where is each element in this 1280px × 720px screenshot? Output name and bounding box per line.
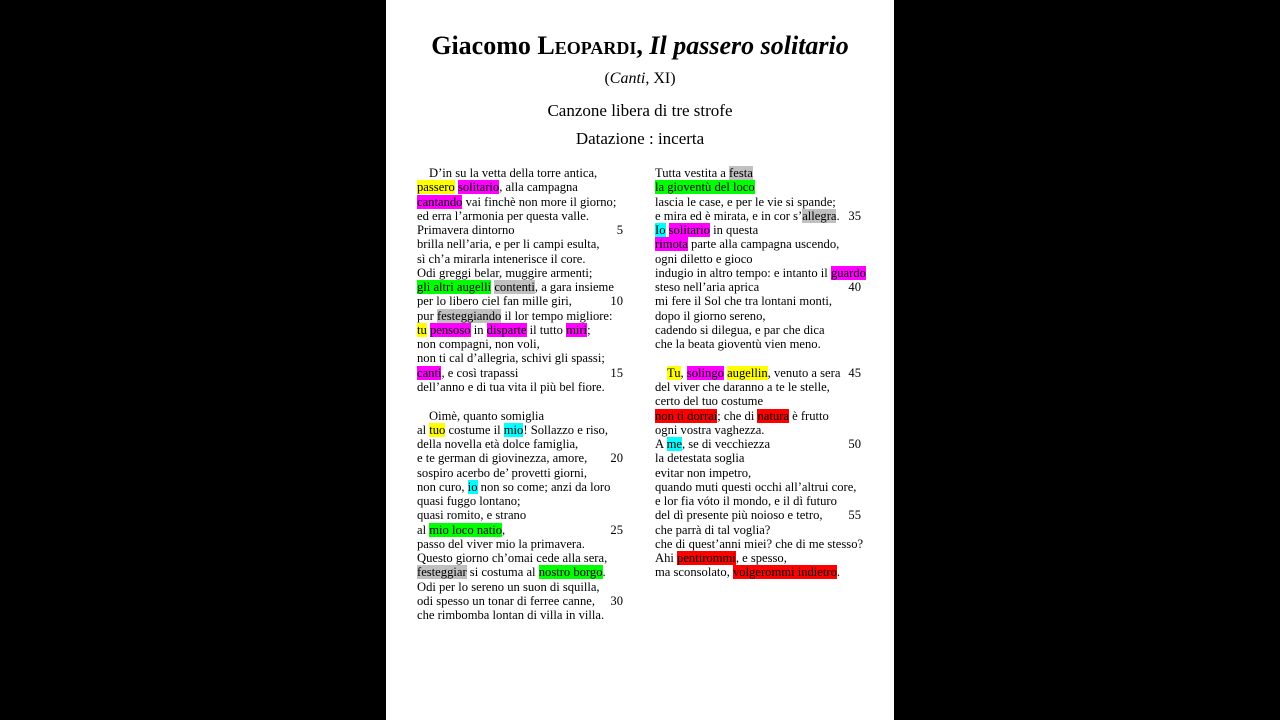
verse-line bbox=[655, 551, 861, 565]
verse-text: indugio in altro tempo: e intanto il bbox=[655, 265, 831, 280]
verse-line bbox=[655, 366, 861, 380]
line-number: 55 bbox=[848, 508, 861, 523]
verse-line bbox=[655, 494, 861, 508]
verse-text: parte alla campagna uscendo, bbox=[687, 237, 840, 252]
verse-text: ; che di bbox=[717, 408, 758, 423]
verse-text: lascia le case, e per le vie si spande; bbox=[655, 194, 836, 209]
highlighted-word: mio bbox=[503, 422, 524, 437]
poem-dating: Datazione : incerta bbox=[575, 129, 705, 148]
poem-form: Canzone libera di tre strofe bbox=[547, 101, 733, 120]
verse-line bbox=[417, 237, 623, 251]
verse-text: e lor fia vóto il mondo, e il dì futuro bbox=[655, 494, 837, 509]
author-last-name: Leopardi bbox=[537, 31, 637, 60]
verse-text: Odi per lo sereno un suon di squilla, bbox=[417, 579, 600, 594]
verse-line bbox=[655, 294, 861, 308]
author-first-name: Giacomo bbox=[431, 31, 538, 60]
verse-line bbox=[655, 337, 861, 351]
highlighted-word: festeggiar bbox=[417, 565, 467, 580]
line-number: 35 bbox=[848, 208, 861, 223]
verse-text: certo del tuo costume bbox=[655, 394, 764, 409]
verse-text: che di quest’anni miei? che di me stesso? bbox=[655, 536, 864, 551]
verse-text: . bbox=[602, 565, 606, 580]
line-number: 15 bbox=[610, 365, 623, 380]
verse-line bbox=[417, 466, 623, 480]
verse-text: steso nell’aria aprica bbox=[655, 280, 760, 295]
highlighted-word: tuo bbox=[429, 422, 446, 437]
line-number: 10 bbox=[610, 294, 623, 309]
source-work: Canti bbox=[609, 70, 646, 87]
verse-line bbox=[655, 423, 861, 437]
line-number: 5 bbox=[616, 223, 623, 238]
verse-line bbox=[655, 437, 861, 451]
line-number: 50 bbox=[848, 437, 861, 452]
verse-line bbox=[417, 508, 623, 522]
verse-text: Ahi bbox=[655, 551, 678, 566]
verse-text: dopo il giorno sereno, bbox=[655, 308, 766, 323]
verse-line bbox=[655, 237, 861, 251]
verse-line bbox=[417, 580, 623, 594]
line-number: 30 bbox=[610, 593, 623, 608]
verse-text: che la beata gioventù vien meno. bbox=[655, 337, 821, 352]
verse-text: si costuma al bbox=[466, 565, 539, 580]
verse-line bbox=[655, 394, 861, 408]
verse-text: al bbox=[417, 522, 430, 537]
verse-text: , bbox=[502, 522, 506, 537]
verse-text: A bbox=[655, 437, 667, 452]
verse-line bbox=[655, 209, 861, 223]
verse-text: mi fere il Sol che tra lontani monti, bbox=[655, 294, 832, 309]
verse-line bbox=[655, 451, 861, 465]
verse-text: passo del viver mio la primavera. bbox=[417, 536, 585, 551]
verse-text: , e così trapassi bbox=[441, 365, 519, 380]
verse-text: non compagni, non voli, bbox=[417, 337, 540, 352]
verse-line bbox=[655, 166, 861, 180]
document-page bbox=[386, 0, 894, 720]
verse-line bbox=[655, 380, 861, 394]
verse-line bbox=[655, 280, 861, 294]
verse-text: sì ch’a mirarla intenerisce il core. bbox=[417, 251, 586, 266]
highlighted-word: io bbox=[467, 479, 478, 494]
verse-text: vai finchè non more il giorno; bbox=[462, 194, 617, 209]
verse-line bbox=[417, 252, 623, 266]
verse-text: per lo libero ciel fan mille giri, bbox=[417, 294, 572, 309]
verse-text: dell’anno e di tua vita il più bel fiore. bbox=[417, 379, 605, 394]
verse-line bbox=[655, 252, 861, 266]
highlighted-word: festa bbox=[729, 166, 753, 180]
verse-text: quando muti questi occhi all’altrui core, bbox=[655, 479, 857, 494]
verse-line bbox=[417, 594, 623, 608]
highlighted-word: pentirommi bbox=[677, 551, 736, 566]
line-number: 40 bbox=[848, 280, 861, 295]
verse-text: , bbox=[680, 365, 687, 380]
verse-text: D’in su la vetta della torre antica, bbox=[429, 166, 598, 180]
highlighted-word: la gioventù del loco bbox=[655, 180, 755, 195]
highlighted-word: me bbox=[666, 437, 682, 452]
verse-text: ! Sollazzo e riso, bbox=[523, 422, 608, 437]
highlighted-word: cantando bbox=[417, 194, 463, 209]
verse-line bbox=[417, 351, 623, 365]
verse-text: pur bbox=[417, 308, 437, 323]
highlighted-word: pensoso bbox=[429, 322, 471, 337]
highlighted-word: contenti bbox=[494, 280, 535, 295]
verse-text: ; bbox=[587, 322, 591, 337]
verse-text: ma sconsolato, bbox=[655, 565, 733, 580]
verse-line bbox=[417, 551, 623, 565]
verse-line bbox=[417, 223, 623, 237]
verse-line bbox=[417, 309, 623, 323]
verse-line bbox=[655, 508, 861, 522]
highlighted-word: canti bbox=[417, 365, 442, 380]
line-number: 25 bbox=[610, 522, 623, 537]
verse-text: e mira ed è mirata, e in cor s’ bbox=[655, 208, 803, 223]
verse-text: , venuto a sera bbox=[767, 365, 841, 380]
verse-line bbox=[417, 166, 623, 180]
verse-line bbox=[655, 523, 861, 537]
highlighted-word: rimota bbox=[655, 237, 688, 252]
verse-text: ogni diletto e gioco bbox=[655, 251, 753, 266]
highlighted-word: disparte bbox=[486, 322, 527, 337]
verse-line bbox=[417, 209, 623, 223]
verse-text: che rimbomba lontan di villa in villa. bbox=[417, 608, 605, 623]
verse-text: della novella età dolce famiglia, bbox=[417, 437, 579, 452]
title-separator: , bbox=[636, 31, 650, 60]
verse-text: , alla campagna bbox=[499, 180, 578, 195]
highlighted-word: passero bbox=[417, 180, 455, 195]
verse-text: non curo, bbox=[417, 479, 468, 494]
highlighted-word: natura bbox=[757, 408, 789, 423]
verse-text: ed erra l’armonia per questa valle. bbox=[417, 208, 590, 223]
verse-text: al bbox=[417, 422, 430, 437]
verse-text: è frutto bbox=[788, 408, 829, 423]
verse-text: Odi greggi belar, muggire armenti; bbox=[417, 265, 593, 280]
highlighted-word: volgerommi indietro bbox=[733, 565, 837, 580]
verse-line bbox=[417, 366, 623, 380]
verse-line bbox=[655, 309, 861, 323]
highlighted-word: gli altri augelli bbox=[417, 280, 492, 295]
verse-line bbox=[655, 323, 861, 337]
verse-text: brilla nell’aria, e per li campi esulta, bbox=[417, 237, 600, 252]
highlighted-word: tu bbox=[417, 322, 427, 337]
line-number: 45 bbox=[848, 365, 861, 380]
verse-text: evitar non impetro, bbox=[655, 465, 752, 480]
verse-line bbox=[417, 494, 623, 508]
document-title bbox=[386, 31, 894, 61]
verse-text: il lor tempo migliore: bbox=[501, 308, 613, 323]
verse-text: , se di vecchiezza bbox=[681, 437, 771, 452]
verse-text: sospiro acerbo de’ provetti giorni, bbox=[417, 465, 588, 480]
highlighted-word: solitario bbox=[668, 223, 710, 238]
verse-line bbox=[417, 294, 623, 308]
verse-text: ogni vostra vaghezza. bbox=[655, 422, 765, 437]
verse-text: quasi fuggo lontano; bbox=[417, 494, 521, 509]
left-column bbox=[417, 166, 623, 623]
verse-text: del viver che daranno a te le stelle, bbox=[655, 379, 830, 394]
verse-text: in bbox=[470, 322, 487, 337]
work-title: Il passero solitario bbox=[649, 31, 849, 60]
verse-line bbox=[417, 337, 623, 351]
verse-text: Tutta vestita a bbox=[655, 166, 730, 180]
verse-line bbox=[417, 565, 623, 579]
verse-text: quasi romito, e strano bbox=[417, 508, 527, 523]
verse-text: in questa bbox=[709, 223, 759, 238]
verse-text: cadendo si dilegua, e par che dica bbox=[655, 322, 825, 337]
verse-line bbox=[417, 537, 623, 551]
source-rest: , XI) bbox=[645, 70, 676, 87]
verse-line bbox=[417, 423, 623, 437]
verse-line bbox=[655, 265, 866, 280]
verse-text: non so come; anzi da loro bbox=[477, 479, 611, 494]
verse-line bbox=[417, 380, 623, 394]
verse-text: il tutto bbox=[526, 322, 567, 337]
highlighted-word: solingo bbox=[686, 365, 724, 380]
highlighted-word: guardo bbox=[830, 265, 866, 280]
verse-line bbox=[417, 266, 623, 280]
highlighted-word: Tu bbox=[667, 365, 681, 380]
highlighted-word: nostro borgo bbox=[538, 565, 603, 580]
highlighted-word: miri bbox=[566, 322, 588, 337]
verse-text: costume il bbox=[445, 422, 504, 437]
verse-line bbox=[417, 195, 623, 209]
verse-line bbox=[655, 180, 861, 194]
verse-line bbox=[655, 565, 861, 579]
verse-text: che parrà di tal voglia? bbox=[655, 522, 771, 537]
verse-text: del dì presente più noioso e tetro, bbox=[655, 508, 823, 523]
verse-text: odi spesso un tonar di ferree canne, bbox=[417, 593, 595, 608]
verse-line bbox=[417, 480, 623, 494]
verse-line bbox=[655, 223, 861, 237]
verse-text: , a gara insieme bbox=[534, 280, 614, 295]
verse-text: . bbox=[836, 208, 840, 223]
source-open: ( bbox=[604, 70, 610, 87]
verse-text: Oimè, quanto somiglia bbox=[429, 408, 545, 423]
source-reference bbox=[386, 70, 894, 88]
verse-line bbox=[417, 323, 623, 337]
line-number: 20 bbox=[610, 451, 623, 466]
verse-line bbox=[417, 608, 623, 622]
right-column bbox=[655, 166, 866, 580]
verse-line bbox=[655, 409, 861, 423]
verse-text: la detestata soglia bbox=[655, 451, 745, 466]
verse-line bbox=[655, 536, 864, 551]
verse-line bbox=[655, 480, 861, 494]
verse-line bbox=[417, 451, 623, 465]
highlighted-word: festeggiando bbox=[436, 308, 502, 323]
highlighted-word: mio loco natio bbox=[429, 522, 503, 537]
verse-line bbox=[417, 280, 623, 294]
stanza-break bbox=[417, 394, 623, 408]
verse-line bbox=[417, 523, 623, 537]
verse-text: . bbox=[836, 565, 841, 580]
verse-line bbox=[655, 195, 861, 209]
verse-text: e te german di giovinezza, amore, bbox=[417, 451, 588, 466]
verse-line bbox=[417, 409, 623, 423]
highlighted-word: solitario bbox=[457, 180, 500, 195]
verse-line bbox=[417, 180, 623, 194]
verse-line bbox=[417, 437, 623, 451]
stanza-break bbox=[655, 351, 861, 365]
highlighted-word: non ti dorrai bbox=[655, 408, 718, 423]
verse-text: , e spesso, bbox=[735, 551, 787, 566]
verse-text: non ti cal d’allegria, schivi gli spassi; bbox=[417, 351, 605, 366]
highlighted-word: allegra bbox=[802, 208, 837, 223]
highlighted-word: Io bbox=[655, 223, 666, 238]
verse-text: Primavera dintorno bbox=[417, 223, 515, 238]
highlighted-word: augellin bbox=[727, 365, 768, 380]
verse-text: Questo giorno ch’omai cede alla sera, bbox=[417, 551, 608, 566]
verse-line bbox=[655, 466, 861, 480]
